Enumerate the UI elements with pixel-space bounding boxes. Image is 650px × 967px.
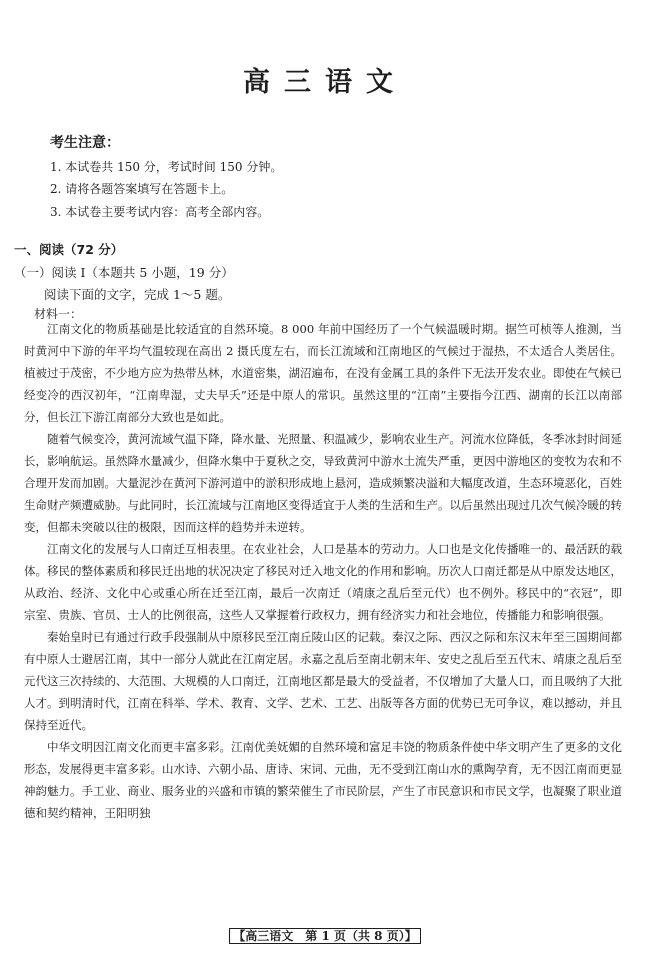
page-footer <box>0 927 650 944</box>
paragraph: 江南文化的发展与人口南迁互相表里。在农业社会，人口是基本的劳动力。人口也是文化传播唯一的、最活跃的载体。移民的整体素质和移民迁出地的状况决定了移民对迁入地文化的作用和影响。历次人口南迁都是从中原发达地区，从政治、经济、文化中心或重心所在迁至江南，最后一次南迁（靖康之乱后至元代）也不例外。移民中的“衣冠”，即宗室、贵族、官员、士人的比例很高，这些人又掌握着行政权力，拥有经济实力和社会地位，传播能力和影响很强。 <box>24 542 622 622</box>
paragraph: 中华文明因江南文化而更丰富多彩。江南优美妩媚的自然环境和富足丰饶的物质条件使中华文明产生了更多的文化形态，发展得更丰富多彩。山水诗、六朝小品、唐诗、宋词、元曲，无不受到江南山水的熏陶孕育，无不因江南而更显神韵魅力。手工业、商业、服务业的兴盛和市镇的繁荣催生了市民阶层，产生了市民意识和市民文学，也凝聚了职业道德和契约精神，王阳明独 <box>24 740 622 820</box>
page-title: 高三语文 <box>243 67 407 98</box>
notice-item: 2. 请将各题答案填写在答题卡上。 <box>50 182 234 196</box>
notice-heading: 考生注意： <box>50 135 120 151</box>
notice-item: 3. 本试卷主要考试内容：高考全部内容。 <box>50 204 270 219</box>
exam-notice <box>50 132 282 223</box>
material-label: 材料一： <box>34 307 83 321</box>
paragraph: 秦始皇时已有通过行政手段强制从中原移民至江南丘陵山区的记载。秦汉之际、西汉之际和东汉末年至三国期间都有中原人士避居江南，其中一部分人就此在江南定居。永嘉之乱后至南北朝末年、安史之乱后至五代末、靖康之乱后至元代这三次持续的、大范围、大规模的人口南迁，江南地区都是最大的受益者，不仅增加了大量人口，而且吸纳了大批人才。到明清时代，江南在科举、学术、教育、文学、艺术、工艺、出版等各方面的优势已无可争议，难以撼动，并且保持至近代。 <box>24 630 622 732</box>
paragraph: 江南文化的物质基础是比较适宜的自然环境。8 000 年前中国经历了一个气候温暖时期。据竺可桢等人推测，当时黄河中下游的年平均气温较现在高出 2 摄氏度左右，而长江流域和江南地区的气候过于湿热，不太适合人类居住。植被过于茂密，不少地方应为热带丛林，水道密集，湖沼遍布，在没有金属工具的条件下无法开发农业。即使在气候已经变冷的西汉初年，“江南卑湿，丈夫早夭”还是中原人的常识。虽然这里的“江南”主要指今江西、湖南的长江以南部分，但长江下游江南部分大致也是如此。 <box>24 322 622 424</box>
subsection-heading: （一）阅读 I（本题共 5 小题，19 分） <box>14 265 234 280</box>
notice-item: 1. 本试卷共 150 分，考试时间 150 分钟。 <box>50 159 283 174</box>
paragraph: 随着气候变冷，黄河流域气温下降，降水量、光照量、积温减少，影响农业生产。河流水位降低，冬季冰封时间延长，影响航运。虽然降水量减少，但降水集中于夏秋之交，导致黄河中游水土流失严重，更因中游地区的变牧为农和不合理开发而加剧。大量泥沙在黄河下游河道中的淤积形成地上悬河，造成频繁决溢和大幅度改道，生态环境恶化，百姓生命财产频遭威胁。与此同时，长江流域与江南地区变得适宜于人类的生活和生产。以后虽然出现过几次气候冷暖的转变，但都未突破以往的极限，因而这样的趋势并未逆转。 <box>24 432 622 534</box>
instruction-text: 阅读下面的文字，完成 1～5 题。 <box>44 287 231 302</box>
section-heading: 一、阅读（72 分） <box>14 242 124 257</box>
footer-text: 【高三语文 第 1 页（共 8 页）】 <box>229 928 420 944</box>
article-body <box>24 318 622 824</box>
